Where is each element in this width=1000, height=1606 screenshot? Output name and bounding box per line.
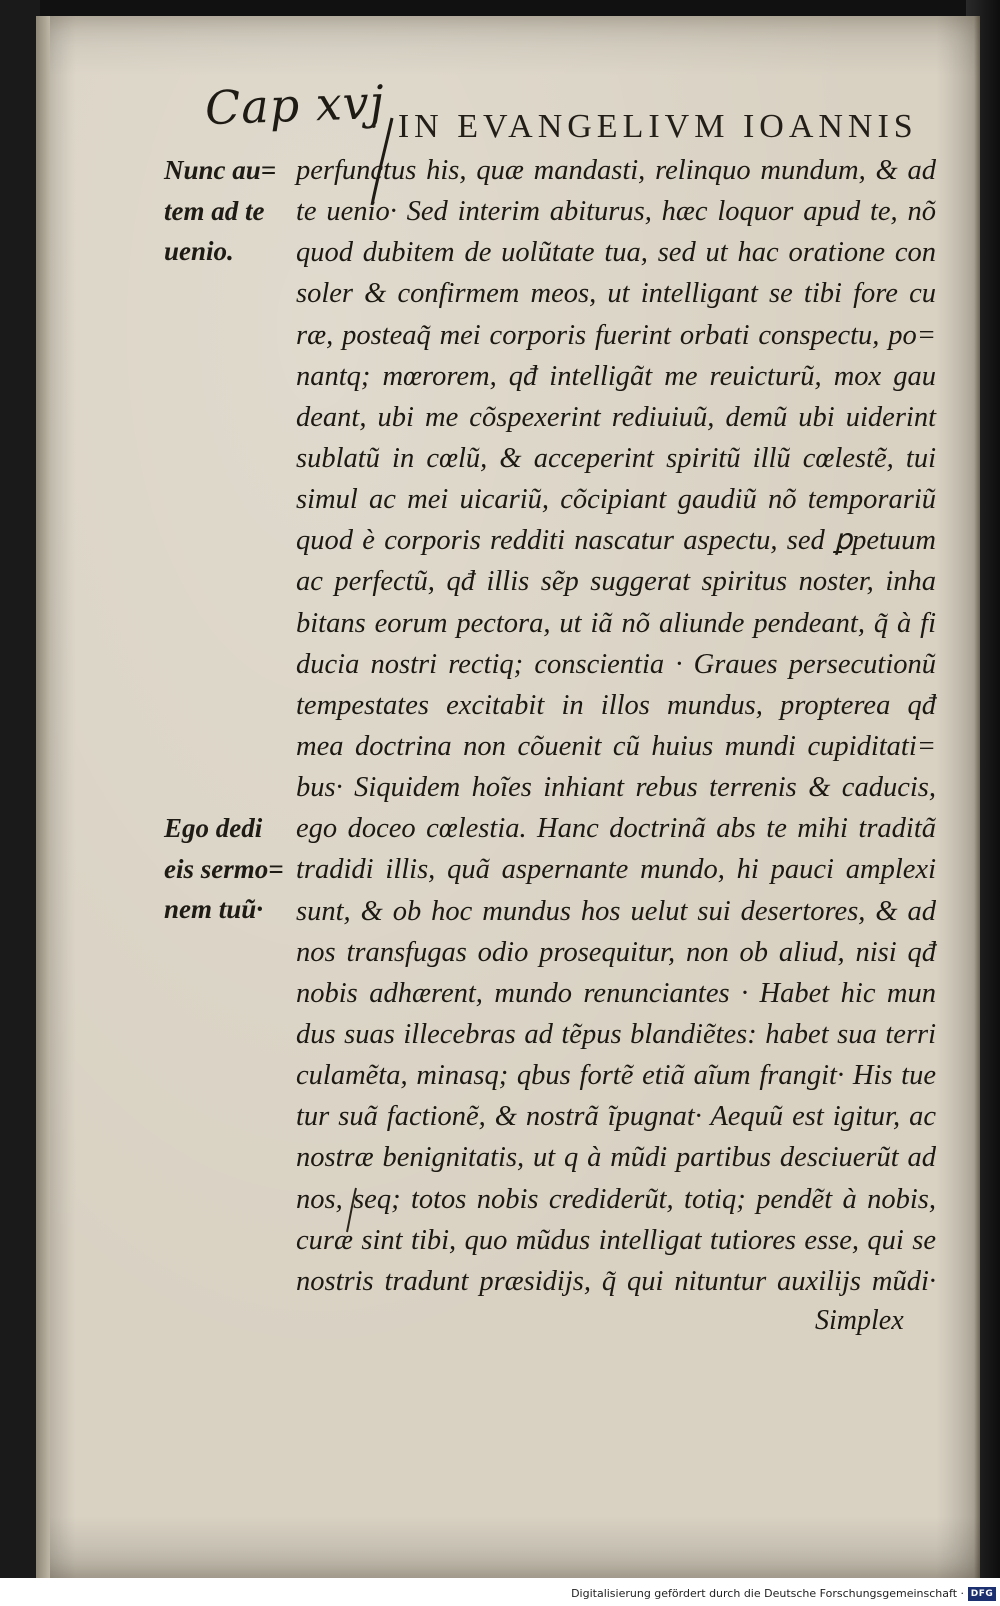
- running-head: · IN EVANGELIVM IOANNIS: [368, 108, 918, 145]
- text-line: sublatũ in cœlũ, & acceperint spiritũ illũ cœlestẽ, tui: [296, 442, 936, 474]
- footer-strip: [0, 1578, 1000, 1606]
- text-line: nostris tradunt præsidijs, q̃ qui nituntur auxilijs mũdi·: [296, 1265, 936, 1297]
- text-line: tradidi illis, quã aspernante mundo, hi pauci amplexi: [296, 854, 936, 886]
- margin-note-line: eis sermo=: [164, 853, 284, 884]
- text-line: dus suas illecebras ad tẽpus blandiẽtes: habet sua terri: [296, 1018, 936, 1050]
- dfg-logo: DFG: [968, 1587, 996, 1601]
- text-line: ræ, posteaq̃ mei corporis fuerint orbati conspectu, po=: [296, 319, 936, 351]
- text-line: soler & confirmem meos, ut intelligant se tibi fore cu: [296, 278, 936, 310]
- text-line: quod è corporis redditi nascatur aspectu, sed ꝑpetuum: [296, 525, 936, 557]
- margin-note-ego-dedi: [164, 808, 284, 930]
- margin-note-line: uenio.: [164, 236, 234, 267]
- text-line: simul ac mei uicariũ, cõcipiant gaudiũ nõ temporariũ: [296, 484, 936, 516]
- handwritten-chapter-note: Cap xvj: [204, 74, 386, 136]
- catchword: Simplex: [815, 1305, 904, 1336]
- page-gutter: [36, 16, 50, 1578]
- text-line: culamẽta, minasq; qbus fortẽ etiã aĩum frangit· His tue: [296, 1060, 936, 1092]
- text-line: bus· Siquidem hoĩes inhiant rebus terrenis & caducis,: [296, 772, 936, 804]
- text-line: tempestates excitabit in illos mundus, propterea qđ: [296, 689, 936, 721]
- text-line: nantq; mœrorem, qđ intelligãt me reuicturũ, mox gau: [296, 360, 936, 392]
- scan-background-left: [0, 0, 40, 1606]
- text-line: ego doceo cœlestia. Hanc doctrinã abs te mihi traditã: [296, 813, 936, 845]
- margin-note-line: tem ad te: [164, 195, 265, 226]
- text-line: deant, ubi me cõspexerint rediuiuũ, demũ ubi uiderint: [296, 401, 936, 433]
- text-line: tur suã factionẽ, & nostrã ĩpugnat· Aequũ est igitur, ac: [296, 1101, 936, 1133]
- text-line: ac perfectũ, qđ illis sẽp suggerat spiritus noster, inha: [296, 566, 936, 598]
- text-line: perfunctus his, quæ mandasti, relinquo mundum, & ad: [296, 155, 936, 186]
- digitization-credit: Digitalisierung gefördert durch die Deutsche Forschungsgemeinschaft ·: [571, 1587, 964, 1600]
- margin-note-nunc-autem: [164, 150, 276, 272]
- text-line: bitans eorum pectora, ut iã nõ aliunde pendeant, q̃ à fi: [296, 607, 936, 639]
- margin-note-line: Nunc au=: [164, 155, 277, 185]
- body-text: [296, 150, 936, 1302]
- text-line: sunt, & ob hoc mundus hos uelut sui desertores, & ad: [296, 895, 936, 927]
- text-line: ducia nostri rectiq; conscientia · Graues persecutionũ: [296, 648, 936, 680]
- margin-note-line: nem tuũ·: [164, 894, 264, 925]
- text-line: curæ sint tibi, quo mũdus intelligat tutiores esse, qui se: [296, 1224, 936, 1256]
- text-line: nostræ benignitatis, ut q à mũdi partibus desciuerũt ad: [296, 1142, 936, 1174]
- page-edge: [974, 16, 980, 1578]
- text-line: nobis adhærent, mundo renunciantes · Habet hic mun: [296, 977, 936, 1009]
- text-line: te uenio· Sed interim abiturus, hæc loquor apud te, nõ: [296, 196, 936, 228]
- text-line: mea doctrina non cõuenit cũ huius mundi cupiditati=: [296, 730, 936, 762]
- text-line: nos, seq; totos nobis crediderũt, totiq; pendẽt à nobis,: [296, 1183, 936, 1215]
- text-line: quod dubitem de uolũtate tua, sed ut hac oratione con: [296, 237, 936, 269]
- margin-note-line: Ego dedi: [164, 813, 263, 843]
- text-line: nos transfugas odio prosequitur, non ob aliud, nisi qđ: [296, 936, 936, 968]
